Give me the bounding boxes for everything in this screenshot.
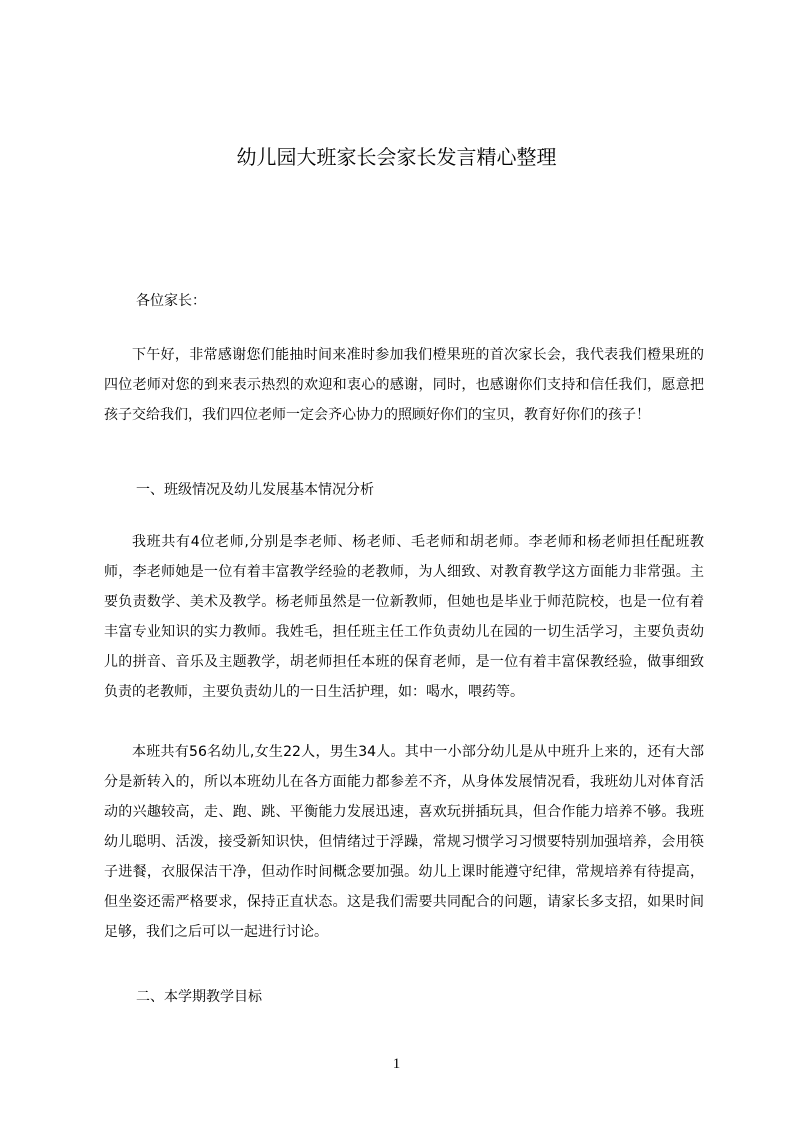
paragraph-3-block <box>104 737 704 947</box>
section-heading-2: 二、本学期教学目标 <box>136 989 262 1005</box>
greeting-line: 各位家长： <box>136 293 206 309</box>
page-number: 1 <box>392 1056 401 1072</box>
paragraph-1-block <box>104 340 704 430</box>
paragraph-2: 我班共有4位老师,分别是李老师、杨老师、毛老师和胡老师。李老师和杨老师担任配班教师，李老师她是一位有着丰富教学经验的老教师，为人细致、对教育教学这方面能力非常强。主要负责数学、美术及教学。杨老师虽然是一位新教师，但她也是毕业于师范院校，也是一位有着丰富专业知识的实力教师。我姓毛，担任班主任工作负责幼儿在园的一切生活学习，主要负责幼儿的拼音、音乐及主题教学，胡老师担任本班的保育老师，是一位有着丰富保教经验，做事细致负责的老教师，主要负责幼儿的一日生活护理，如：喝水，喂药等。 <box>104 534 704 700</box>
paragraph-2-block <box>104 527 704 707</box>
paragraph-1: 下午好，非常感谢您们能抽时间来准时参加我们橙果班的首次家长会，我代表我们橙果班的四位老师对您的到来表示热烈的欢迎和衷心的感谢，同时，也感谢你们支持和信任我们，愿意把孩子交给我们，我们四位老师一定会齐心协力的照顾好你们的宝贝，教育好你们的孩子！ <box>104 347 704 423</box>
paragraph-3: 本班共有56名幼儿,女生22人，男生34人。其中一小部分幼儿是从中班升上来的，还有大部分是新转入的，所以本班幼儿在各方面能力都参差不齐，从身体发展情况看，我班幼儿对体育活动的兴趣较高，走、跑、跳、平衡能力发展迅速，喜欢玩拼插玩具，但合作能力培养不够。我班幼儿聪明、活泼，接受新知识快，但情绪过于浮躁，常规习惯学习习惯要特别加强培养，会用筷子进餐，衣服保洁干净，但动作时间概念要加强。幼儿上课时能遵守纪律，常规培养有待提高，但坐姿还需严格要求，保持正直状态。这是我们需要共同配合的问题，请家长多支招，如果时间足够，我们之后可以一起进行讨论。 <box>104 744 704 940</box>
document-title: 幼儿园大班家长会家长发言精心整理 <box>236 145 557 169</box>
section-heading-1: 一、班级情况及幼儿发展基本情况分析 <box>136 482 374 498</box>
